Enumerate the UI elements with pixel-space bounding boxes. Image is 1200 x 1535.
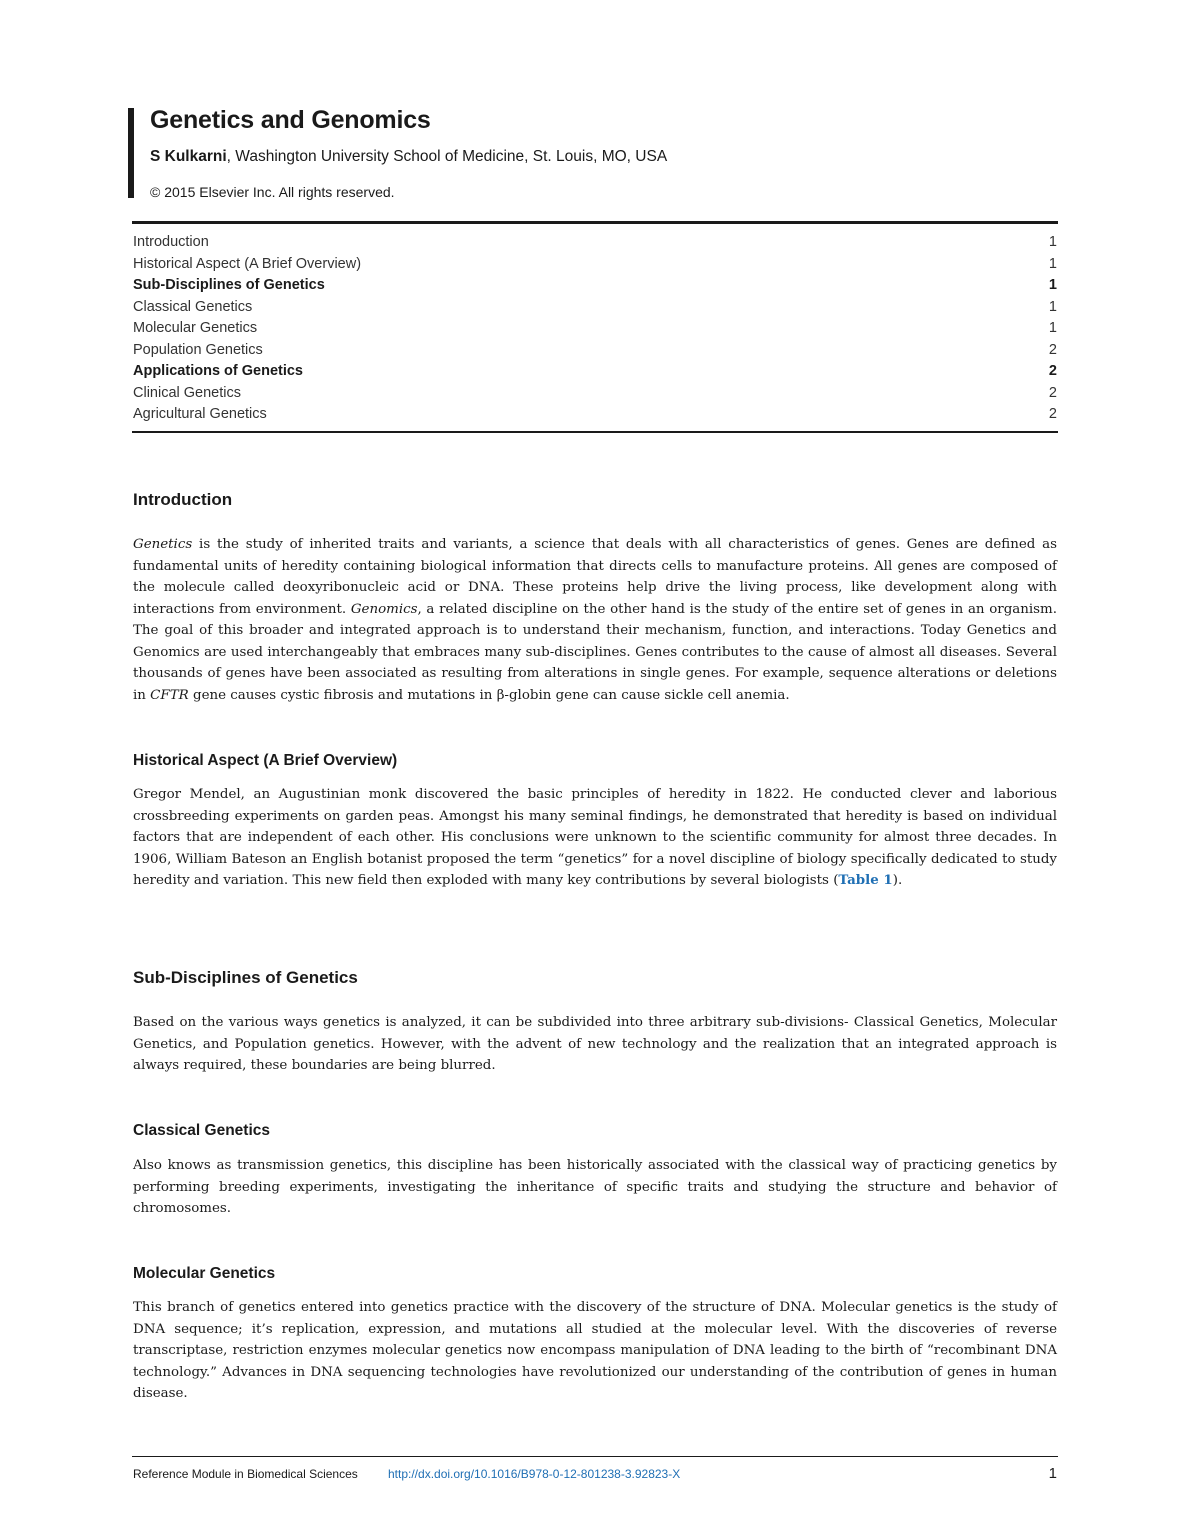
historical-text-1: Gregor Mendel, an Augustinian monk discovered the basic principles of heredity in 1822. He conducted clever and laborious crossbreeding experiments on garden peas. Amongst his many seminal findings, he demonstrated that heredity is based on individual factors that are independent of each other. His conclusions were unknown to the scientific community for almost three decades. In 1906, William Bateson an English botanist proposed the term “genetics” for a novel discipline of biology specifically dedicated to study heredity and variation. This new field then exploded with many key contributions by several biologists ( — [133, 787, 1057, 888]
footer-rule — [132, 1456, 1058, 1457]
toc-entry-page: 1 — [1048, 234, 1057, 250]
toc-entry[interactable] — [133, 275, 1057, 297]
subdisciplines-paragraph: Based on the various ways genetics is analyzed, it can be subdivided into three arbitrary sub-divisions- Classical Genetics, Molecular Genetics, and Population genetics. However, with the advent of new technology and the realization that an integrated approach is always required, these boundaries are being blurred. — [133, 1015, 1057, 1073]
introduction-paragraph — [133, 534, 1057, 706]
toc-entry-page: 1 — [1048, 255, 1057, 272]
toc-entry-label: Historical Aspect (A Brief Overview) — [133, 255, 362, 272]
toc-top-rule — [132, 221, 1058, 224]
section-heading-historical: Historical Aspect (A Brief Overview) — [133, 752, 398, 769]
section-heading-introduction: Introduction — [133, 490, 233, 509]
molecular-paragraph: This branch of genetics entered into genetics practice with the discovery of the structure of DNA. Molecular genetics is the study of DNA sequence; it’s replication, expression, and mutations all studied at the molecular level. With the discoveries of reverse transcriptase, restriction enzymes molecular genetics now encompass manipulation of DNA leading to the birth of “recombinant DNA technology.” Advances in DNA sequencing technologies have revolutionized our understanding of the contribution of genes in human disease. — [133, 1300, 1057, 1401]
author-name: S Kulkarni — [150, 148, 227, 165]
toc-entry-label: Classical Genetics — [133, 298, 253, 315]
toc-entry[interactable] — [133, 254, 1057, 276]
introduction-text-2: , a related discipline on the other hand is the study of the entire set of genes in an organism. The goal of this broader and integrated approach is to understand their mechanism, function, and interactions. Today Genetics and Genomics are used interchangeably that embraces many sub-disciplines. Genes contributes to the cause of almost all diseases. Several thousands of genes have been associated as resulting from alterations in single genes. For example, sequence alterations or deletions in — [133, 601, 1057, 703]
toc-entry-label: Population Genetics — [133, 341, 263, 358]
toc-entry-label: Clinical Genetics — [133, 384, 241, 401]
toc-entry-page: 2 — [1048, 384, 1057, 401]
toc-entry-label: Molecular Genetics — [133, 320, 258, 336]
introduction-text-3: gene causes cystic fibrosis and mutations in β-globin gene can cause sickle cell anemia. — [188, 687, 790, 703]
toc-entry-page: 1 — [1048, 277, 1057, 293]
header-accent-bar — [128, 108, 134, 198]
toc-entry-page: 2 — [1048, 406, 1057, 422]
toc-entry[interactable] — [133, 361, 1057, 383]
term-genomics: Genomics — [350, 601, 418, 617]
footer-doi-link[interactable]: http://dx.doi.org/10.1016/B978-0-12-801238-3.92823-X — [388, 1467, 681, 1481]
toc-entry-label: Sub-Disciplines of Genetics — [133, 277, 325, 293]
term-genetics: Genetics — [133, 537, 193, 552]
section-heading-classical: Classical Genetics — [133, 1122, 270, 1139]
toc-entry-label: Introduction — [133, 234, 209, 250]
section-heading-molecular: Molecular Genetics — [133, 1265, 276, 1282]
historical-text-2: ). — [892, 873, 903, 888]
toc-entry-page: 1 — [1048, 298, 1057, 315]
toc-entry[interactable] — [133, 383, 1057, 405]
footer-source: Reference Module in Biomedical Sciences — [133, 1467, 358, 1481]
toc-entry-label: Applications of Genetics — [133, 363, 303, 379]
toc-bottom-rule — [132, 431, 1058, 433]
toc-entry-label: Agricultural Genetics — [133, 406, 267, 422]
section-heading-subdisciplines: Sub-Disciplines of Genetics — [133, 968, 358, 987]
table-of-contents — [133, 232, 1057, 426]
introduction-text-1: is the study of inherited traits and variants, a science that deals with all characteristics of genes. Genes are defined as fundamental units of heredity containing biological information that directs cells to manufacture proteins. All genes are composed of the molecule called deoxyribonucleic acid or DNA. These proteins help drive the living process, like development along with interactions from environment. — [133, 537, 1057, 617]
historical-paragraph — [133, 784, 1057, 892]
toc-entry[interactable] — [133, 232, 1057, 254]
classical-paragraph: Also knows as transmission genetics, this discipline has been historically associated with the classical way of practicing genetics by performing breeding experiments, investigating the inheritance of specific traits and studying the structure and behavior of chromosomes. — [133, 1158, 1057, 1216]
article-title: Genetics and Genomics — [150, 106, 431, 134]
term-cftr: CFTR — [150, 687, 189, 703]
author-affiliation: , Washington University School of Medicine, St. Louis, MO, USA — [226, 148, 668, 165]
toc-entry[interactable] — [133, 404, 1057, 426]
author-line — [150, 148, 667, 166]
toc-entry[interactable] — [133, 318, 1057, 340]
toc-entry[interactable] — [133, 297, 1057, 319]
table-1-link[interactable]: Table 1 — [838, 872, 893, 888]
copyright-notice: © 2015 Elsevier Inc. All rights reserved. — [150, 184, 395, 200]
toc-entry[interactable] — [133, 340, 1057, 362]
toc-entry-page: 2 — [1048, 341, 1057, 358]
toc-entry-page: 2 — [1048, 363, 1057, 379]
page-number: 1 — [1048, 1465, 1057, 1482]
toc-entry-page: 1 — [1048, 320, 1057, 336]
